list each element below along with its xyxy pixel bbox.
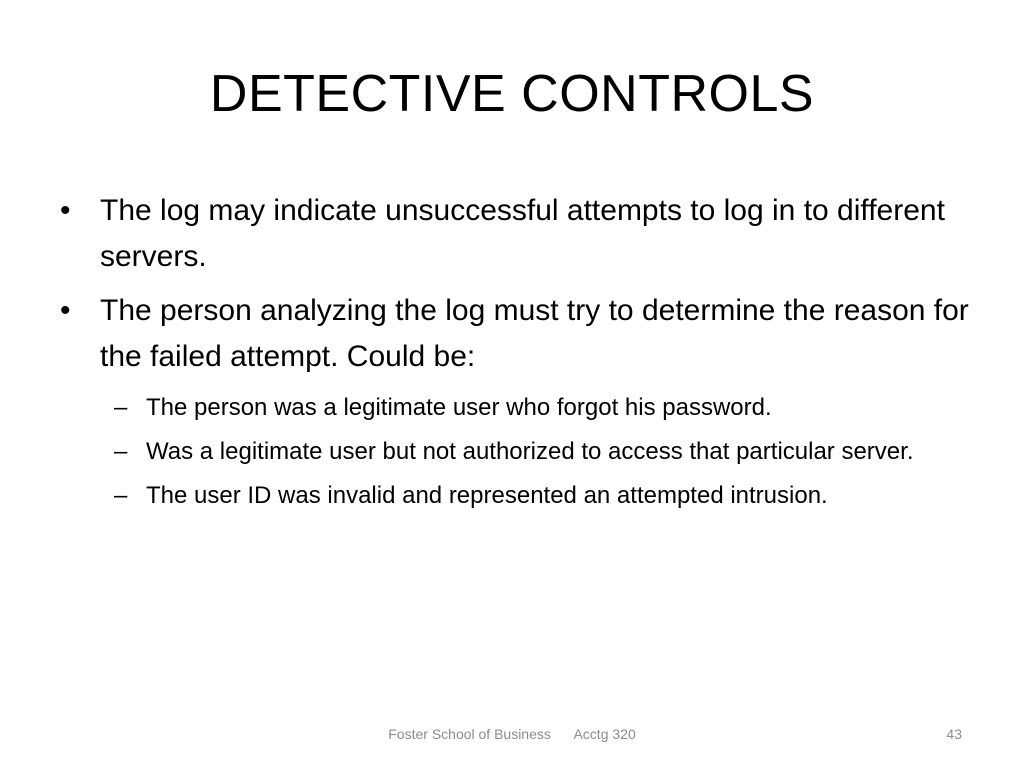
sub-bullet-text: Was a legitimate user but not authorized to access that particular server. xyxy=(146,438,914,465)
bullet-text: The log may indicate unsuccessful attempts to log in to different servers. xyxy=(100,194,945,273)
sub-bullet-marker: – xyxy=(114,394,128,421)
bullet-marker: • xyxy=(60,194,71,227)
footer-course: Acctg 320 xyxy=(573,726,636,742)
bullet-marker: • xyxy=(60,294,71,327)
footer-center xyxy=(0,724,1024,744)
sub-bullet-text: The user ID was invalid and represented an attempted intrusion. xyxy=(146,482,828,509)
sub-bullet-item xyxy=(104,388,978,428)
sub-bullet-item xyxy=(104,476,978,516)
sub-bullet-text: The person was a legitimate user who forgot his password. xyxy=(146,394,772,421)
slide-body xyxy=(58,188,978,520)
footer-school: Foster School of Business xyxy=(388,726,551,742)
sub-bullet-marker: – xyxy=(114,482,128,509)
page-number: 43 xyxy=(946,726,962,742)
bullet-item xyxy=(58,188,978,280)
slide-title: DETECTIVE CONTROLS xyxy=(209,65,815,123)
sub-bullet-marker: – xyxy=(114,438,128,465)
bullet-item xyxy=(58,288,978,380)
sub-bullet-item xyxy=(104,432,978,472)
bullet-text: The person analyzing the log must try to determine the reason for the failed attempt. Could be: xyxy=(100,294,969,373)
